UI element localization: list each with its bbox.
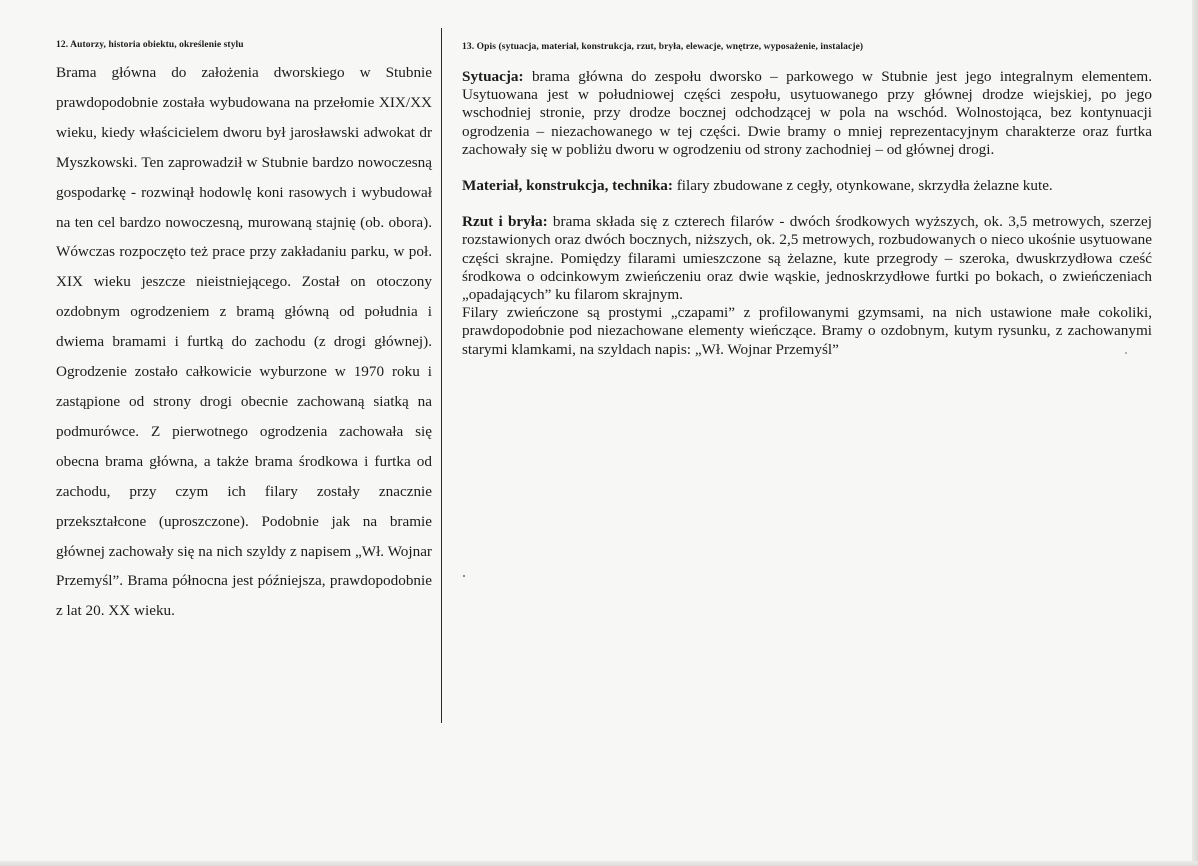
filary-text: Filary zwieńczone są prostymi „czapami” z profilowanymi gzymsami, na nich ustawione małe cokoliki, prawdopodobnie pod niezachowane elementy wieńczące. Bramy o ozdobnym, kutym rysunku, z zachowanymi starymi klamkami, na szyldach napis: „Wł. Wojnar Przemyśl” <box>462 304 1152 358</box>
rzut-label: Rzut i bryła: <box>462 213 548 231</box>
filary-paragraph <box>462 304 1152 359</box>
section-13-heading: 13. Opis (sytuacja, materiał, konstrukcja, rzut, bryła, elewacje, wnętrze, wyposażenie, instalacje) <box>462 42 864 52</box>
sytuacja-label: Sytuacja: <box>462 68 524 85</box>
scan-speck <box>463 575 465 577</box>
section-12-text: Brama główna do założenia dworskiego w Stubnie prawdopodobnie została wybudowana na przełomie XIX/XX wieku, kiedy właścicielem dworu był jarosławski adwokat dr Myszkowski. Ten zaprowadził w Stubnie bardzo nowoczesną gospodarkę - rozwinął hodowlę koni rasowych i wybudował na ten cel bardzo nowoczesną, murowaną stajnię (ob. obora). Wówczas rozpoczęto też prace przy zakładaniu parku, w poł. XIX wieku jeszcze nieistniejącego. Został on otoczony ozdobnym ogrodzeniem z bramą główną od południa i dwiema bramami i furtką do zachodu (z drogi głównej). Ogrodzenie zostało całkowicie wyburzone w 1970 roku i zastąpione od strony drogi obecnie zachowaną siatką na podmurówce. Z pierwotnego ogrodzenia zachowała się obecna brama główna, a także brama środkowa i furtka od zachodu, przy czym ich filary zostały znacznie przekształcone (uproszczone). Podobnie jak na bramie głównej zachowały się na nich szyldy z napisem „Wł. Wojnar Przemyśl”. Brama północna jest późniejsza, prawdopodobnie z lat 20. XX wieku. <box>56 64 432 620</box>
section-13-body <box>462 68 1152 359</box>
column-divider <box>441 28 442 723</box>
rzut-paragraph <box>462 213 1152 304</box>
section-12-body <box>56 58 432 626</box>
material-label: Materiał, konstrukcja, technika: <box>462 177 673 195</box>
material-text: filary zbudowane z cegły, otynkowane, skrzydła żelazne kute. <box>676 177 1053 195</box>
scan-speck <box>1125 352 1127 354</box>
sytuacja-text: brama główna do zespołu dworsko – parkowego w Stubnie jest jego integralnym elementem. Usytuowana jest w południowej części zespołu, usytuowanego przy głównej drodze wiejskiej, po jego wschodniej stronie, przy drodze bocznej odchodzącej w pola na wschód. Wolnostojąca, bez kontynuacji ogrodzenia – niezachowanego w tej części. Dwie bramy o mniej reprezentacyjnym charakterze oraz furtka zachowały się w pobliżu dworu w ogrodzeniu od strony zachodniej – od głównej drogi. <box>462 68 1152 158</box>
page-edge-shadow <box>0 861 1198 866</box>
sytuacja-paragraph <box>462 68 1152 159</box>
section-12 <box>56 38 432 626</box>
rzut-text: brama składa się z czterech filarów - dwóch środkowych wyższych, ok. 3,5 metrowych, szerzej rozstawionych oraz dwóch bocznych, niższych, ok. 2,5 metrowych, rozbudowanych o nieco ukośnie usytuowane części skrajne. Pomiędzy filarami umieszczone są żelazne, kute przegrody – szeroka, dwuskrzydłowa cześć środkowa o odcinkowym zwieńczeniu oraz dwie wąskie, jednoskrzydłowe furtki po bokach, o zwieńczeniach „opadających” ku filarom skrajnym. <box>462 213 1152 304</box>
section-12-heading: 12. Autorzy, historia obiektu, określenie stylu <box>56 40 244 50</box>
material-paragraph <box>462 177 1152 195</box>
section-13 <box>462 40 1152 359</box>
page-edge-shadow <box>1192 0 1198 866</box>
